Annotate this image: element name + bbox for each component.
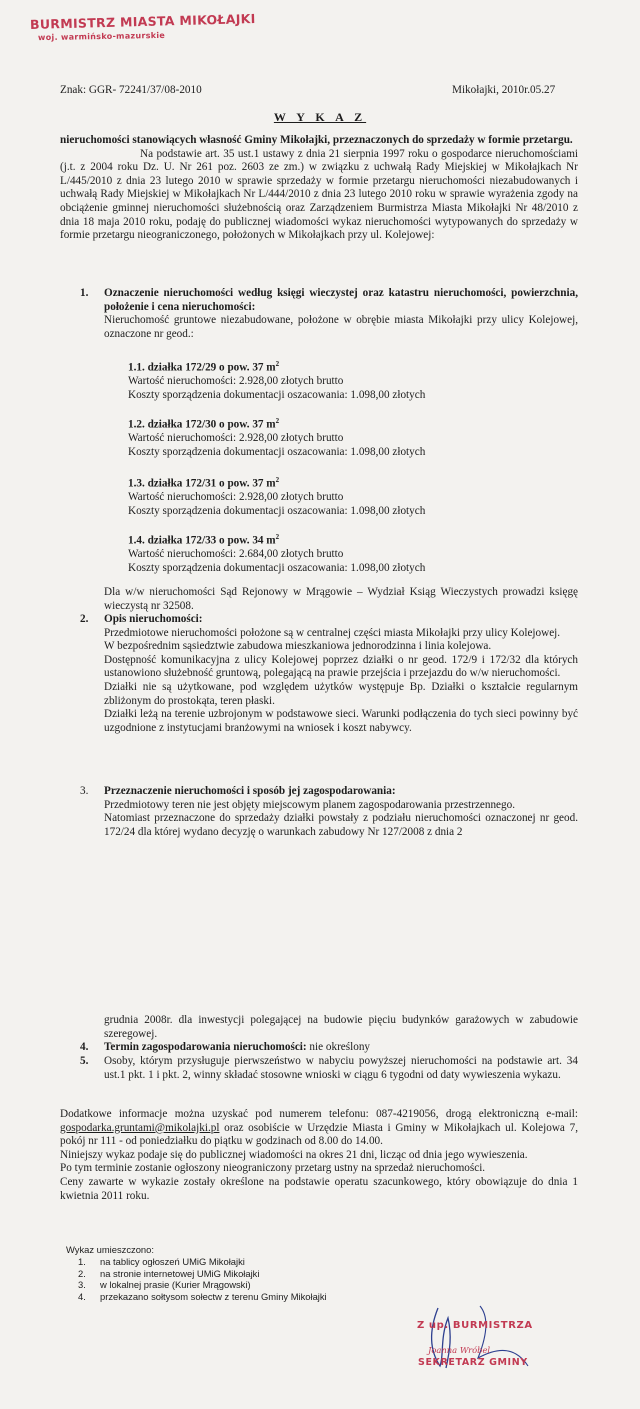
tender-note: Po tym terminie zostanie ogłoszony nieograniczony przetarg ustny na sprzedaż nieruchomości. <box>60 1162 486 1175</box>
plot-label: 1.2. działka 172/30 o pow. 37 $m^2$ <box>128 417 280 431</box>
intro-block <box>60 134 578 243</box>
section-5 <box>80 1055 578 1082</box>
section-3-paragraph: Przedmiotowy teren nie jest objęty miejscowym planem zagospodarowania przestrzennego. <box>104 798 516 811</box>
section-3-paragraph: Natomiast przeznaczone do sprzedaży działki powstały z podziału nieruchomości oznaczonej nr geod. 172/24 dla której wydano decyzję o warunkach zabudowy Nr 127/2008 z dnia 2 <box>104 812 578 838</box>
section-1-heading: Oznaczenie nieruchomości według księgi wieczystej oraz katastru nieruchomości, powierzchnia, położenie i cena nieruchomości: <box>104 287 578 313</box>
info-block <box>60 1108 578 1203</box>
section-3-number: 3. <box>80 785 89 797</box>
plot-value: Wartość nieruchomości: 2.928,00 złotych brutto <box>128 432 344 445</box>
plot-item <box>128 415 568 460</box>
document-title: W Y K A Z <box>273 110 367 124</box>
prices-note: Ceny zawarte w wykazie zostały określone na podstawie operatu szacunkowego, który obowiązuje do dnia 1 kwietnia 2011 roku. <box>60 1175 578 1202</box>
section-1 <box>80 287 578 341</box>
plot-cost: Koszty sporządzenia dokumentacji oszacowania: 1.098,00 złotych <box>128 504 426 517</box>
section-3 <box>80 785 578 839</box>
section-1-number: 1. <box>80 287 89 299</box>
section-2-heading: Opis nieruchomości: <box>104 613 203 625</box>
section-2-body <box>104 627 578 736</box>
posting-heading: Wykaz umieszczono: <box>66 1244 154 1255</box>
section-4-heading: Termin zagospodarowania nieruchomości: <box>104 1041 307 1053</box>
list-item: 1. na tablicy ogłoszeń UMiG Mikołajki <box>78 1256 245 1267</box>
office-stamp-region: woj. warmińsko-mazurskie <box>37 30 166 43</box>
section-2-paragraph: Przedmiotowe nieruchomości położone są w centralnej części miasta Mikołajki przy ulicy Kolejowej. <box>104 626 561 639</box>
section-3-continuation: grudnia 2008r. dla inwestycji polegającej na budowie pięciu budynków garażowych w zabudowie szeregowej. <box>104 1014 578 1040</box>
section-2 <box>80 613 578 735</box>
reference-number: Znak: GGR- 72241/37/08-2010 <box>60 84 202 96</box>
section-2-paragraph: Działki nie są użytkowane, pod względem użytków występuje Bp. Działki o kształcie regularnym zbliżonym do prostokąta, teren płaski. <box>104 680 578 707</box>
section-4 <box>80 1041 578 1055</box>
section-5-text: Osoby, którym przysługuje pierwszeństwo w nabyciu powyższej nieruchomości na podstawie art. 34 ust.1 pkt. 1 i pkt. 2, winny składać stosowne wnioski w ciągu 6 tygodni od daty wywieszenia wykazu. <box>104 1055 578 1081</box>
plot-label: 1.4. działka 172/33 o pow. 34 $m^2$ <box>128 533 280 547</box>
section-2-paragraph: Działki leżą na terenie uzbrojonym w podstawowe sieci. Warunki podłączenia do tych sieci powinny być uzgodnione z instytucjami branżowymi na wniosek i koszt nabywcy. <box>104 708 578 734</box>
section-4-text: nie określony <box>306 1041 371 1053</box>
contact-info: Dodatkowe informacje można uzyskać pod numerem telefonu: 087-4219056, drogą elektroniczną e-mail: gospodarka.gruntami@mikolajki.pl oraz osobiście w Urzędzie Miasta i Gminy w Mikołajkach ul. Kolejowa 7, pokój nr 111 - od poniedziałku do piątku w godzinach od 8.00 do 14.00. <box>60 1108 578 1148</box>
plot-item <box>128 474 568 519</box>
posting-list <box>78 1256 327 1302</box>
list-item: 2. na stronie internetowej UMiG Mikołajki <box>78 1267 260 1279</box>
plot-cost: Koszty sporządzenia dokumentacji oszacowania: 1.098,00 złotych <box>128 445 426 458</box>
plot-label: 1.3. działka 172/31 o pow. 37 $m^2$ <box>128 476 280 490</box>
section-4-number: 4. <box>80 1041 89 1053</box>
signature-organization: SEKRETARZ GMINY <box>418 1357 528 1368</box>
section-3-heading: Przeznaczenie nieruchomości i sposób jej zagospodarowania: <box>104 785 396 797</box>
list-item: 3. w lokalnej prasie (Kurier Mrągowski) <box>78 1279 251 1291</box>
plot-item <box>128 531 568 576</box>
plot-value: Wartość nieruchomości: 2.684,00 złotych brutto <box>128 548 344 561</box>
section-5-number: 5. <box>80 1055 89 1067</box>
office-stamp-title: BURMISTRZ MIASTA MIKOŁAJKI <box>29 11 256 32</box>
email-link[interactable]: gospodarka.gruntami@mikolajki.pl <box>60 1121 220 1134</box>
plot-value: Wartość nieruchomości: 2.928,00 złotych brutto <box>128 375 344 388</box>
signature-name: Joanna Wróbel <box>428 1345 491 1355</box>
section-3-body <box>104 799 578 840</box>
plot-cost: Koszty sporządzenia dokumentacji oszacowania: 1.098,00 złotych <box>128 561 426 574</box>
publication-note: Niniejszy wykaz podaje się do publicznej wiadomości na okres 21 dni, licząc od dnia jego wywieszenia. <box>60 1148 528 1161</box>
plot-item <box>128 358 568 403</box>
intro-paragraph: Na podstawie art. 35 ust.1 ustawy z dnia 21 sierpnia 1997 roku o gospodarce nieruchomościami (j.t. z 2004 roku Dz. U. Nr 261 poz. 2603 ze zm.) w związku z uchwałą Rady Miejskiej w Mikołajkach Nr L/445/2010 z dnia 23 lutego 2010 w sprawie sprzedaży w formie przetargu nieruchomości niezabudowanych i uchwałą Rady Miejskiej w Mikołajkach Nr L/444/2010 z dnia 23 lutego 2010 roku w sprawie wyrażenia zgody na obciążenie gminnej nieruchomości służebnością oraz Zarządzeniem Burmistrza Miasta Mikołajki Nr 48/2010 z dnia 18 maja 2010 roku, podaję do publicznej wiadomości wykaz nieruchomości wytypowanych do sprzedaży w formie przetargu nieograniczonego, położonych w Mikołajkach przy ul. Kolejowej: <box>60 147 578 242</box>
section-2-paragraph: W bezpośrednim sąsiedztwie zabudowa mieszkaniowa jednorodzinna i linia kolejowa. <box>104 640 492 653</box>
intro-lead: nieruchomości stanowiących własność Gminy Mikołajki, przeznaczonych do sprzedaży w formie przetargu. <box>60 134 573 146</box>
plot-cost: Koszty sporządzenia dokumentacji oszacowania: 1.098,00 złotych <box>128 388 426 401</box>
section-2-number: 2. <box>80 613 89 625</box>
plot-label: 1.1. działka 172/29 o pow. 37 $m^2$ <box>128 360 280 374</box>
list-item: 4. przekazano sołtysom sołectw z terenu Gminy Mikołajki <box>78 1290 327 1302</box>
section-2-paragraph: Dostępność komunikacyjna z ulicy Kolejowej poprzez działki o nr geod. 172/9 i 172/32 dla których ustanowiono służebność gruntową, polegającą na prawie przejścia i przejazdu do w/w nieruchomości. <box>104 653 578 680</box>
land-register-note: Dla w/w nieruchomości Sąd Rejonowy w Mrągowie – Wydział Ksiąg Wieczystych prowadzi księgę wieczystą nr 32508. <box>104 586 578 612</box>
plot-value: Wartość nieruchomości: 2.928,00 złotych brutto <box>128 491 344 504</box>
section-1-body: Nieruchomość gruntowe niezabudowane, położone w obrębie miasta Mikołajki przy ulicy Kolejowej, oznaczone nr geod.: <box>104 314 578 340</box>
signature-role: Z up. BURMISTRZA <box>417 1320 533 1331</box>
place-date: Mikołajki, 2010r.05.27 <box>452 84 556 96</box>
